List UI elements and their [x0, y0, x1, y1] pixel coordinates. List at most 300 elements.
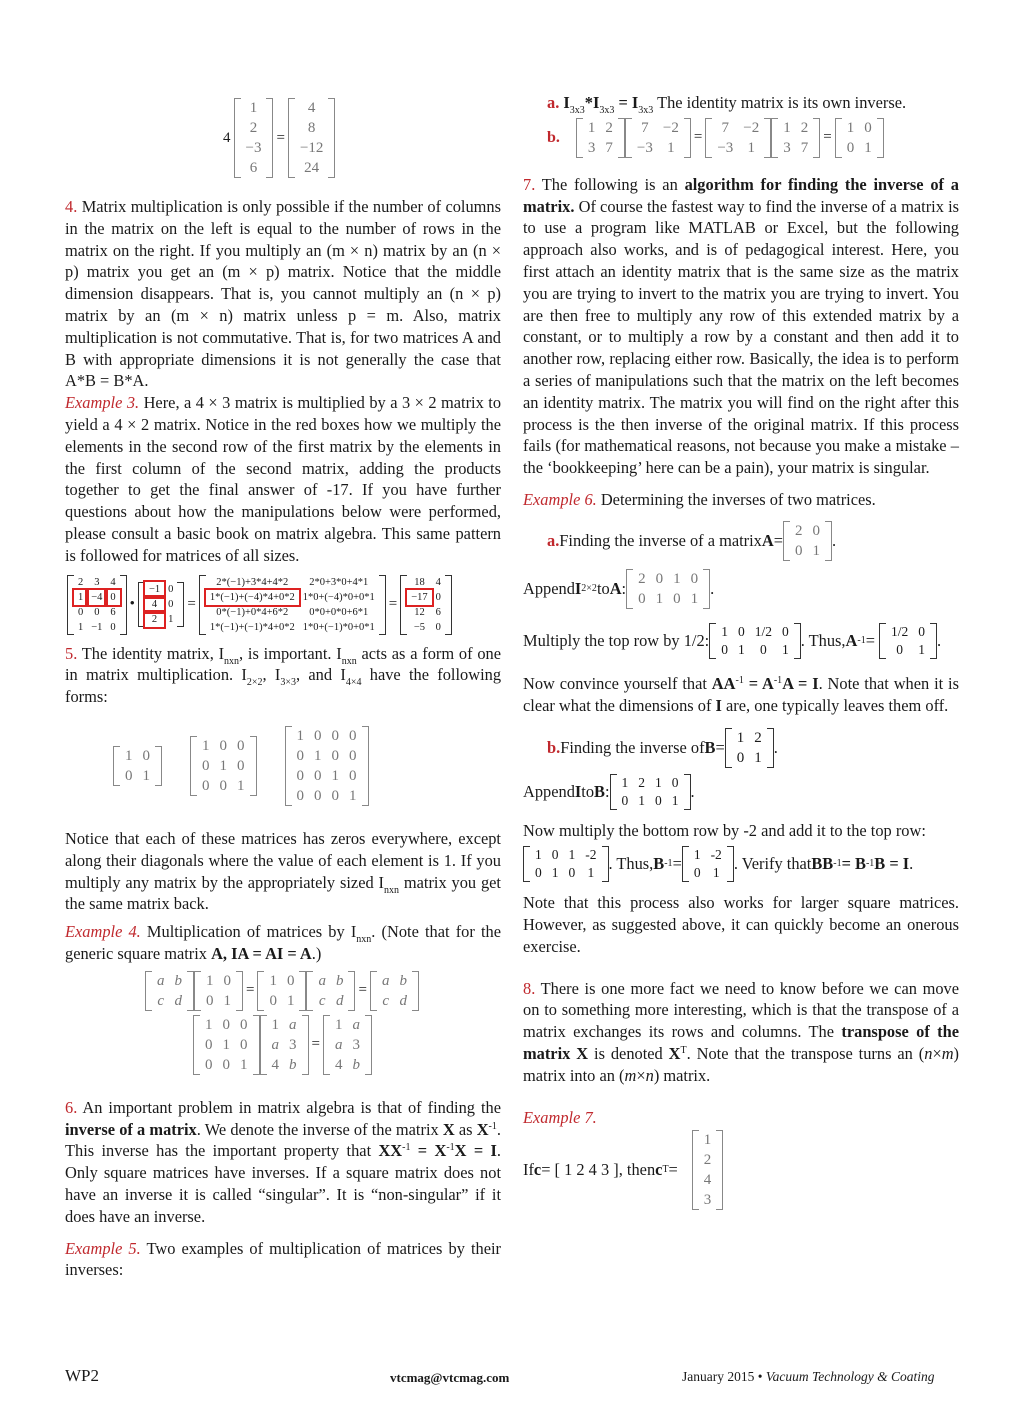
matrix-cell: 0 [846, 139, 855, 156]
note-text [523, 892, 959, 957]
matrix-cell: -2 [585, 847, 597, 863]
text: : [621, 578, 627, 598]
computation-figure [67, 575, 501, 635]
matrix-row [264, 971, 299, 991]
bold-text: AA [711, 673, 736, 693]
example-4-row-1 [145, 971, 501, 1011]
matrix-row [74, 620, 120, 635]
text: .) [311, 943, 322, 963]
subscript: 3x3 [569, 105, 585, 116]
matrix-cell: 0 [202, 757, 210, 774]
matrix-cell: a [157, 972, 165, 989]
matrix-cell: 1 [690, 590, 699, 607]
matrix-cell: 8 [307, 120, 316, 136]
italic-text: m [624, 1065, 637, 1085]
matrix-row [206, 605, 379, 620]
matrix-cell: −2 [662, 119, 679, 136]
bold-text: B [594, 782, 605, 802]
matrix-cell: 4 [110, 576, 116, 588]
matrix-row [197, 756, 250, 776]
bold-text: *I [584, 93, 600, 112]
matrix-cell: a [352, 1016, 360, 1033]
text: are, one typically leaves them off. [721, 695, 949, 715]
text: Note that this process also works for larger square matrices. However, as suggested above, it can quickly become an onerous exercise. [523, 893, 959, 956]
footer-publication [682, 1369, 934, 1385]
matrix-row [267, 1055, 302, 1075]
bold-text: = A [743, 673, 774, 693]
matrix-cell: 1 [125, 747, 133, 764]
bold-text: I [563, 93, 570, 112]
footer-email: vtcmag@vtcmag.com [390, 1370, 510, 1385]
example-7-body: If c = [ 1 2 4 3 ], then c T = 1 2 4 3 [523, 1130, 959, 1210]
append-a: Append I 2×2 to A : 2 0 1 0 0 1 0 1 . [523, 570, 715, 607]
matrix-row [633, 589, 703, 609]
matrix-cell: c [382, 992, 390, 1009]
matrix-row [699, 1150, 717, 1170]
example-label: Example 3. [65, 393, 140, 413]
matrix-cell: 3 [587, 139, 596, 156]
matrix-row [74, 605, 120, 620]
matrix-cell: 1 [671, 793, 679, 809]
matrix-cell: 0 [349, 747, 357, 764]
text: . (Note that for the generic square matrix [65, 922, 501, 963]
matrix-cell: 7 [800, 139, 809, 156]
inverse-b-step: 1 0 1 -2 0 1 0 1 . Thus, B -1 = 1 -2 0 1 . Verify that BB -1 = B -1 B = I . [523, 846, 959, 882]
matrix-cell: 1 [673, 570, 681, 587]
matrix-cell: 0 [110, 621, 116, 633]
matrix-cell: 2 [800, 119, 809, 136]
matrix-row [152, 991, 187, 1011]
matrix-cell: 1 [168, 614, 174, 626]
matrix-row [699, 1190, 717, 1210]
matrix-row [842, 118, 877, 138]
matrix-cell: 0*(−1)+0*4+6*2 [216, 606, 289, 618]
text: There is one more fact we need to know before we can move on to something more interesting, which is that the transpose of a matrix exchanges its rows and columns. The [523, 978, 959, 1042]
matrix-cell: 6 [435, 606, 441, 618]
inverse-b [682, 846, 734, 882]
matrix-abcd [370, 971, 419, 1011]
matrix-cell: 1 [812, 542, 820, 559]
text: , and I [296, 665, 346, 685]
text: to [581, 782, 595, 802]
bold-text: = B [841, 854, 866, 874]
matrix-cell: 4 [307, 100, 316, 116]
matrix-row [145, 597, 177, 612]
bold-text: XX [378, 1141, 403, 1161]
bold-text: X = I [454, 1141, 497, 1161]
example-6 [523, 489, 959, 511]
matrix-cell: a [381, 972, 390, 989]
matrix-cell: 2 [703, 1152, 712, 1169]
expansion-matrix [199, 575, 386, 635]
matrix-cell: 7 [641, 119, 649, 136]
text: : [604, 782, 610, 802]
matrix-row [712, 138, 764, 158]
matrix-row [200, 1035, 253, 1055]
matrix-row [206, 590, 379, 605]
matrix-cell: 1 [568, 847, 576, 863]
append-b: Append I to B : 1 2 1 0 0 1 0 1 . [523, 775, 695, 809]
matrix-cell: 1 [223, 992, 231, 1009]
subscript: 3x3 [599, 105, 615, 116]
matrix-row [295, 98, 328, 118]
bottom-row-text [523, 820, 959, 842]
sub-label: b. [547, 128, 560, 146]
matrix-row [407, 575, 445, 590]
matrix-cell: 0 [331, 747, 339, 764]
text: × [636, 1065, 646, 1085]
matrix-cell: d [399, 992, 407, 1009]
subscript: 3×3 [280, 677, 297, 689]
matrix-cell: 0 [535, 865, 542, 881]
matrix-cell: 0 [759, 641, 767, 657]
example-label: Example 4. [65, 922, 141, 942]
superscript: -1 [488, 1120, 497, 1132]
matrix-cell: 0 [331, 787, 339, 804]
augmented-matrix-2 [709, 623, 801, 659]
matrix-cell: 0 [314, 727, 322, 744]
matrix-row [241, 98, 267, 118]
matrix-a [67, 575, 127, 635]
matrix-cell: 1 [703, 1132, 712, 1149]
bold-text: A, IA = AI = A [211, 943, 312, 963]
paragraph-7 [523, 174, 959, 479]
matrix-row [200, 1015, 253, 1035]
example-4-row-2 [193, 1015, 501, 1075]
matrix-row [241, 118, 267, 138]
result-matrix [400, 575, 452, 635]
matrix-cell: 24 [304, 160, 320, 176]
matrix-row [330, 1055, 365, 1075]
footer-date: January 2015 [682, 1369, 755, 1384]
matrix-cell: 0 [655, 793, 662, 809]
subscript: nxn [356, 934, 372, 946]
matrix-row [732, 748, 767, 768]
matrix-cell: 1 [142, 767, 150, 784]
matrix-row [886, 623, 930, 641]
paragraph-4 [65, 196, 501, 392]
matrix-cell: 2*0+3*0+4*1 [309, 576, 369, 588]
matrix-cell: c [157, 992, 165, 1009]
matrix-cell: c [318, 992, 326, 1009]
result-matrix [288, 98, 335, 178]
text: . We denote the inverse of the matrix [196, 1119, 443, 1139]
augmented-matrix [626, 569, 710, 609]
matrix-1a [260, 1015, 309, 1075]
vector-matrix [234, 98, 274, 178]
bold-text: I [715, 695, 722, 715]
italic-text: n [645, 1065, 654, 1085]
identity-matrices [113, 726, 501, 806]
matrix-row [74, 575, 120, 590]
matrix-row [201, 991, 236, 1011]
example-7 [523, 1107, 959, 1129]
example-4 [65, 921, 501, 965]
page-number: WP2 [65, 1366, 99, 1385]
matrix-cell: 18 [414, 576, 425, 588]
matrix-cell: b [352, 1056, 360, 1073]
matrix-cell: −12 [299, 140, 324, 156]
bold-text: B [704, 738, 716, 758]
matrix-cell: 0 [94, 606, 100, 618]
matrix-cell: 0 [106, 590, 119, 605]
bold-text: A = I [782, 673, 819, 693]
superscript: -1 [402, 1142, 411, 1154]
text: Append [523, 578, 575, 598]
augmented-matrix-b [610, 774, 691, 810]
matrix-m1 [576, 118, 625, 158]
matrix-cell: 0 [721, 641, 728, 657]
footer-bullet: • [757, 1369, 763, 1384]
subscript: nxn [341, 655, 357, 667]
matrix-cell: 1 [206, 972, 214, 989]
matrix-row [407, 620, 445, 635]
matrix-cell: 6 [249, 160, 258, 176]
matrix-row [152, 971, 187, 991]
text: matrix you get the same matrix back. [65, 872, 501, 914]
matrix-abcd [306, 971, 355, 1011]
matrix-cell: 1 [202, 737, 210, 754]
item-number: 7. [523, 174, 536, 194]
text: The identity matrix, I [77, 643, 225, 663]
matrix-cell: 0 [671, 775, 679, 791]
matrix-cell: 0 [812, 522, 820, 539]
matrix-cell: 0 [296, 787, 304, 804]
matrix-cell: a [289, 1016, 297, 1033]
matrix-cell: 1 [535, 847, 542, 863]
bold-text: c [655, 1160, 663, 1180]
identity-4x4 [285, 726, 369, 806]
matrix-row [886, 641, 930, 659]
matrix-cell: 7 [605, 139, 613, 156]
text: = [668, 1160, 678, 1180]
matrix-cell: 12 [414, 606, 425, 618]
text: Finding the inverse of [560, 738, 705, 758]
equals-sign: = [311, 1035, 320, 1052]
matrix-cell: 1 [78, 621, 84, 633]
example-3 [65, 392, 501, 566]
matrix-cell: 0 [168, 599, 174, 611]
matrix-cell: 1 [249, 100, 258, 116]
matrix-cell: 0 [240, 1016, 248, 1033]
matrix-cell: 3 [783, 139, 791, 156]
paragraph-text: Matrix multiplication is only possible if the number of columns in the matrix on the left is equal to the number of rows in the matrix on the right. If you multiply an (m × n) matrix by an (n × p) matrix you get an (m × p) matrix. Notice that the middle dimension disappears. That is, you cannot multiply an (n × p) matrix by an (m × n) matrix unless p = m. Also, matrix multiplication is not commutative. That is, for two matrices A and B with appropriate dimensions it is not generally the case that A*B = B*A. [65, 197, 501, 391]
matrix-row [197, 736, 250, 756]
matrix-row [583, 118, 618, 138]
text: Append [523, 782, 575, 802]
matrix-row [145, 582, 177, 597]
matrix-cell: 1 [655, 775, 662, 791]
matrix-cell: 0 [737, 623, 745, 639]
text: = [672, 854, 682, 874]
matrix-cell: 6 [110, 606, 116, 618]
matrix-cell: 0 [222, 1056, 230, 1073]
equals-sign: = [187, 595, 196, 612]
matrix-row [292, 786, 362, 806]
sub-label: a. [547, 530, 560, 550]
text: Now convince yourself that [523, 673, 712, 693]
matrix-cell: 1 [237, 777, 245, 794]
matrix-cell: 4 [435, 576, 441, 588]
matrix-row [407, 590, 445, 605]
matrix-row [689, 864, 727, 882]
bold-text: algorithm for finding the inverse of a matrix. [523, 174, 959, 216]
matrix-cell: 0 [794, 542, 803, 559]
matrix-cell: d [335, 992, 344, 1009]
superscript: -1 [735, 674, 744, 686]
matrix-cell: −3 [717, 139, 734, 156]
matrix-b [138, 582, 184, 627]
matrix-cell: 1 [286, 992, 295, 1009]
matrix-cell: 0 [206, 992, 214, 1009]
matrix-row [407, 605, 445, 620]
matrix-row [120, 766, 155, 786]
example-text: Here, a 4 × 3 matrix is multiplied by a 3 × 2 matrix to yield a 4 × 2 matrix. Notice in the red boxes how we multiply the elements in the second row of the first matrix by the elements in the first column of the second matrix, adding the products together to get the final answer of -17. If you have further questions about how the manipulations below were performed, please consult a basic book on matrix algebra. This same pattern is followed for matrices of all sizes. [65, 393, 502, 565]
example-text: Two examples of multiplication of matrices by their inverses: [65, 1238, 502, 1280]
matrix-cell: 1 [74, 590, 87, 605]
matrix-cell: 1 [918, 641, 925, 657]
matrix-row [295, 118, 328, 138]
matrix-cell: 0 [673, 590, 681, 607]
bold-text: X [476, 1119, 489, 1139]
matrix-row [330, 1015, 365, 1035]
equals-sign: = [693, 128, 703, 145]
paragraph-5b [65, 828, 501, 915]
matrix-cell: 1 [638, 793, 646, 809]
text: If [523, 1160, 534, 1180]
matrix-cell: 0 [435, 591, 441, 603]
matrix-row [292, 746, 362, 766]
augmented-matrix-b2 [523, 846, 609, 882]
matrix-cell: b [335, 972, 344, 989]
bold-text: I [574, 782, 582, 802]
matrix-cell: 1 [736, 730, 745, 747]
paragraph-8 [523, 978, 959, 1087]
equals-sign: = [246, 981, 255, 998]
text: . Note that when it is clear what the dimensions of [523, 673, 959, 715]
matrix-row [145, 612, 177, 627]
subscript: nxn [224, 655, 240, 667]
matrix-cell: 0 [286, 972, 295, 989]
matrix-cell: 0 [551, 847, 559, 863]
matrix-cell: 0 [202, 777, 210, 794]
paragraph-5 [65, 643, 501, 708]
bold-text: X [442, 1119, 455, 1139]
example-text: Determining the inverses of two matrices. [596, 489, 876, 509]
matrix-row [206, 575, 379, 590]
matrix-cell: 0 [864, 119, 872, 136]
matrix-cell: b [174, 972, 182, 989]
matrix-i2 [194, 971, 243, 1011]
matrix-cell: 0 [223, 972, 231, 989]
subscript: 2×2 [246, 677, 263, 689]
matrix-cell: 2 [794, 522, 803, 539]
matrix-cell: 0 [237, 757, 245, 774]
matrix-cell: 0 [349, 767, 357, 784]
matrix-row [377, 991, 412, 1011]
matrix-cell: 0 [896, 641, 903, 657]
matrix-cell: 7 [721, 119, 730, 136]
matrix-cell: 1*0+(−4)*0+0*1 [302, 591, 375, 603]
bold-text: BB [811, 854, 834, 874]
matrix-cell: 1 [587, 119, 596, 136]
superscript: -1 [446, 1142, 455, 1154]
superscript: T [680, 1044, 687, 1056]
matrix-row [295, 138, 328, 158]
matrix-cell: 0 [219, 737, 227, 754]
matrix-cell: 0 [237, 737, 245, 754]
matrix-row [699, 1130, 717, 1150]
matrix-cell: 1*(−1)+(−1)*4+0*2 [209, 621, 295, 633]
bold-text: X [668, 1043, 681, 1063]
footer-magazine: Vacuum Technology & Coating [765, 1369, 935, 1384]
matrix-cell: 0 [655, 570, 664, 587]
matrix-cell: 1 [334, 1016, 343, 1033]
equals-sign: = [388, 595, 398, 612]
matrix-cell: 4 [271, 1056, 279, 1073]
top-example [220, 98, 335, 178]
item-number: 6. [65, 1097, 78, 1117]
matrix-i3 [193, 1015, 260, 1075]
text: have the following forms: [65, 665, 502, 707]
equals-sign: = [276, 129, 285, 146]
matrix-cell: −17 [407, 590, 431, 605]
matrix-cell: 0 [349, 727, 357, 744]
example-label: Example 6. [523, 489, 597, 509]
matrix-row [120, 746, 155, 766]
matrix-m2 [625, 118, 691, 158]
example-5b [547, 118, 959, 158]
text: = [773, 530, 783, 550]
text: to [596, 578, 610, 598]
left-column [65, 196, 501, 1281]
matrix-cell: 1 [621, 775, 629, 791]
matrix-cell: 2 [754, 730, 762, 747]
matrix-row [842, 138, 877, 158]
matrix-cell: 0 [736, 750, 745, 767]
matrix-cell: 0 [314, 787, 322, 804]
matrix-cell: 0 [222, 1016, 230, 1033]
matrix-cell: 1*(−1)+(−4)*4+0*2 [206, 590, 299, 605]
matrix-cell: 0 [638, 590, 646, 607]
matrix-cell: 2*(−1)+3*4+4*2 [216, 576, 289, 588]
text: as [454, 1119, 477, 1139]
matrix-cell: −1 [145, 582, 164, 597]
matrix-row [200, 1055, 253, 1075]
equals-sign: = [823, 128, 832, 145]
matrix-cell: −1 [91, 621, 103, 633]
bold-text: B = I [874, 854, 910, 874]
matrix-row [201, 971, 236, 991]
matrix-cell: 1 [667, 139, 675, 156]
text: Of course the fastest way to find the inverse of a matrix is to use a program like MATLAB or Excel, but the following approach also works, and is of pedagogical interest. Here, you first attach an identity matrix that is the same size as the matrix you are trying to invert to the matrix you are trying to invert. You are then free to multiply any row of this extended matrix by a constant, or to multiply a row by a constant and then add it to another row, replacing either row. Basically, the idea is to perform a series of manipulations such that the matrix on the left becomes an identity matrix. The matrix you will find on the right after this process is the then inverse of the original matrix. If this process fails (for mathematical reasons, not because you make a mistake – the ‘bookkeeping’ here can be a pain), your matrix is singular. [523, 196, 959, 478]
text: = [ 1 2 4 3 ], then [541, 1160, 656, 1180]
matrix-row [530, 864, 602, 882]
matrix-cell: 0 [296, 747, 304, 764]
subscript: nxn [384, 884, 399, 896]
text: . Only square matrices have inverses. If a square matrix does not have an inverse it is called “singular”. It is “non-singular” if it does have an inverse. [65, 1141, 501, 1226]
text: . This inverse has the important property that [65, 1119, 501, 1161]
matrix-cell: 0 [435, 621, 441, 633]
sub-label: a. [547, 93, 560, 112]
matrix-cell: 1 [296, 727, 304, 744]
matrix-row [689, 846, 727, 864]
item-number: 5. [65, 643, 78, 663]
matrix-cell: 1 [864, 139, 872, 156]
text: The following is an [535, 174, 685, 194]
matrix-row [632, 138, 684, 158]
text: , is important. I [239, 643, 342, 663]
